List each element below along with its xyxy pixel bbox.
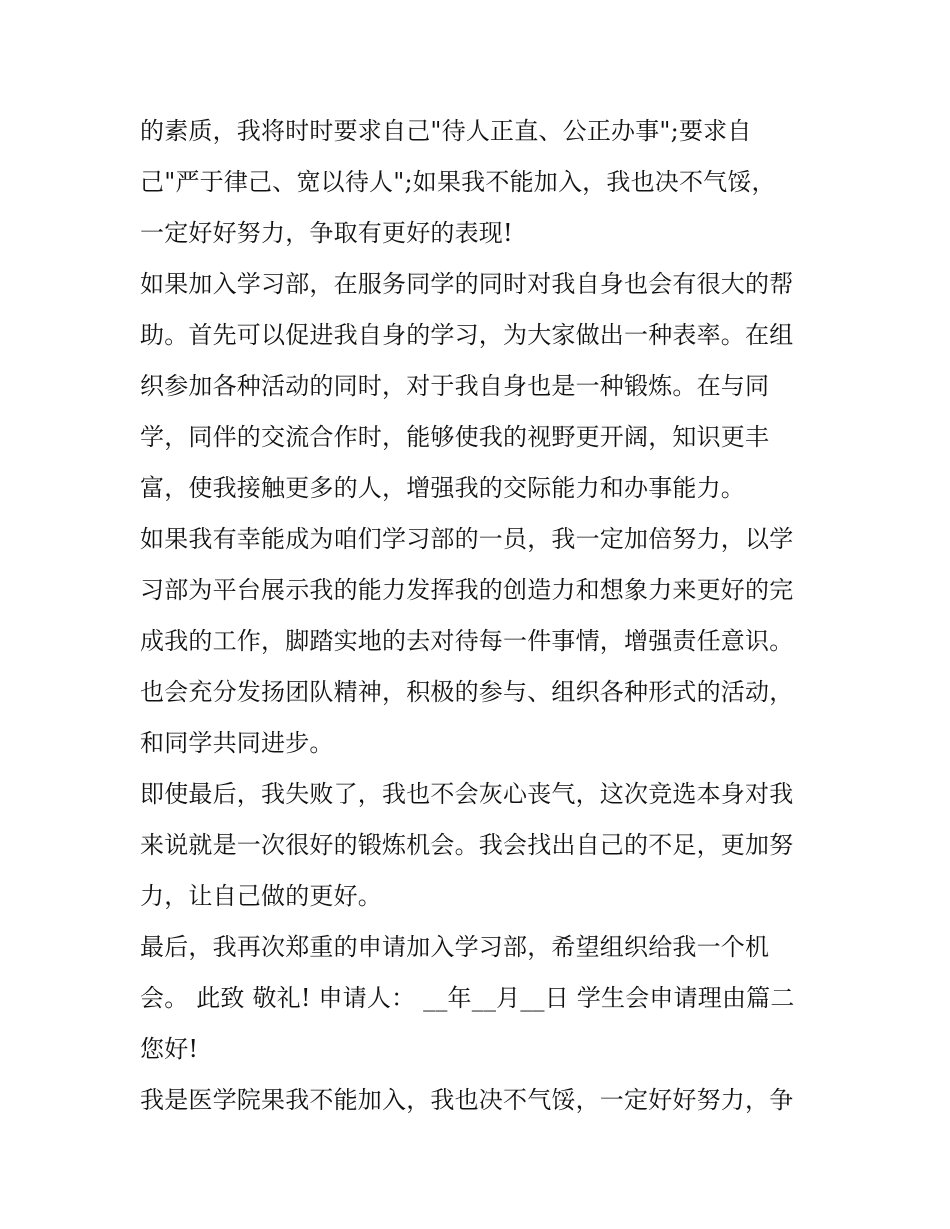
text-line: 学，同伴的交流合作时，能够使我的视野更开阔，知识更丰 [140,423,770,451]
text-line: 的素质，我将时时要求自己"待人正直、公正办事";要求自 [140,117,752,145]
text-line: 成我的工作，脚踏实地的去对待每一件事情，增强责任意识。 [140,627,794,655]
text-line: 也会充分发扬团队精神，积极的参与、组织各种形式的活动， [140,678,794,706]
text-line: 助。首先可以促进我自身的学习，为大家做出一种表率。在组 [140,321,794,349]
text-line: 习部为平台展示我的能力发挥我的创造力和想象力来更好的完 [140,576,794,604]
text-line: 最后，我再次郑重的申请加入学习部，希望组织给我一个机 [140,933,770,961]
text-line: 如果加入学习部，在服务同学的同时对我自身也会有很大的帮 [140,270,794,298]
document-body [140,106,820,1126]
text-line: 来说就是一次很好的锻炼机会。我会找出自己的不足，更加努 [140,831,794,859]
text-line: 己"严于律己、宽以待人";如果我不能加入，我也决不气馁， [140,168,776,196]
text-line: 力，让自己做的更好。 [140,882,382,910]
text-line: 您好! [140,1035,199,1063]
text-line: 即使最后，我失败了，我也不会灰心丧气，这次竞选本身对我 [140,780,794,808]
text-line: 织参加各种活动的同时，对于我自身也是一种锻炼。在与同 [140,372,770,400]
text-line: 如果我有幸能成为咱们学习部的一员，我一定加倍努力，以学 [140,525,794,553]
text-line: 和同学共同进步。 [140,729,334,757]
text-line: 会。 此致 敬礼! 申请人： __年__月__日 学生会申请理由篇二 [140,984,795,1012]
text-line: 富，使我接触更多的人，增强我的交际能力和办事能力。 [140,474,745,502]
text-line: 一定好好努力，争取有更好的表现! [140,219,513,247]
text-line: 我是医学院果我不能加入，我也决不气馁，一定好好努力，争 [140,1086,794,1114]
